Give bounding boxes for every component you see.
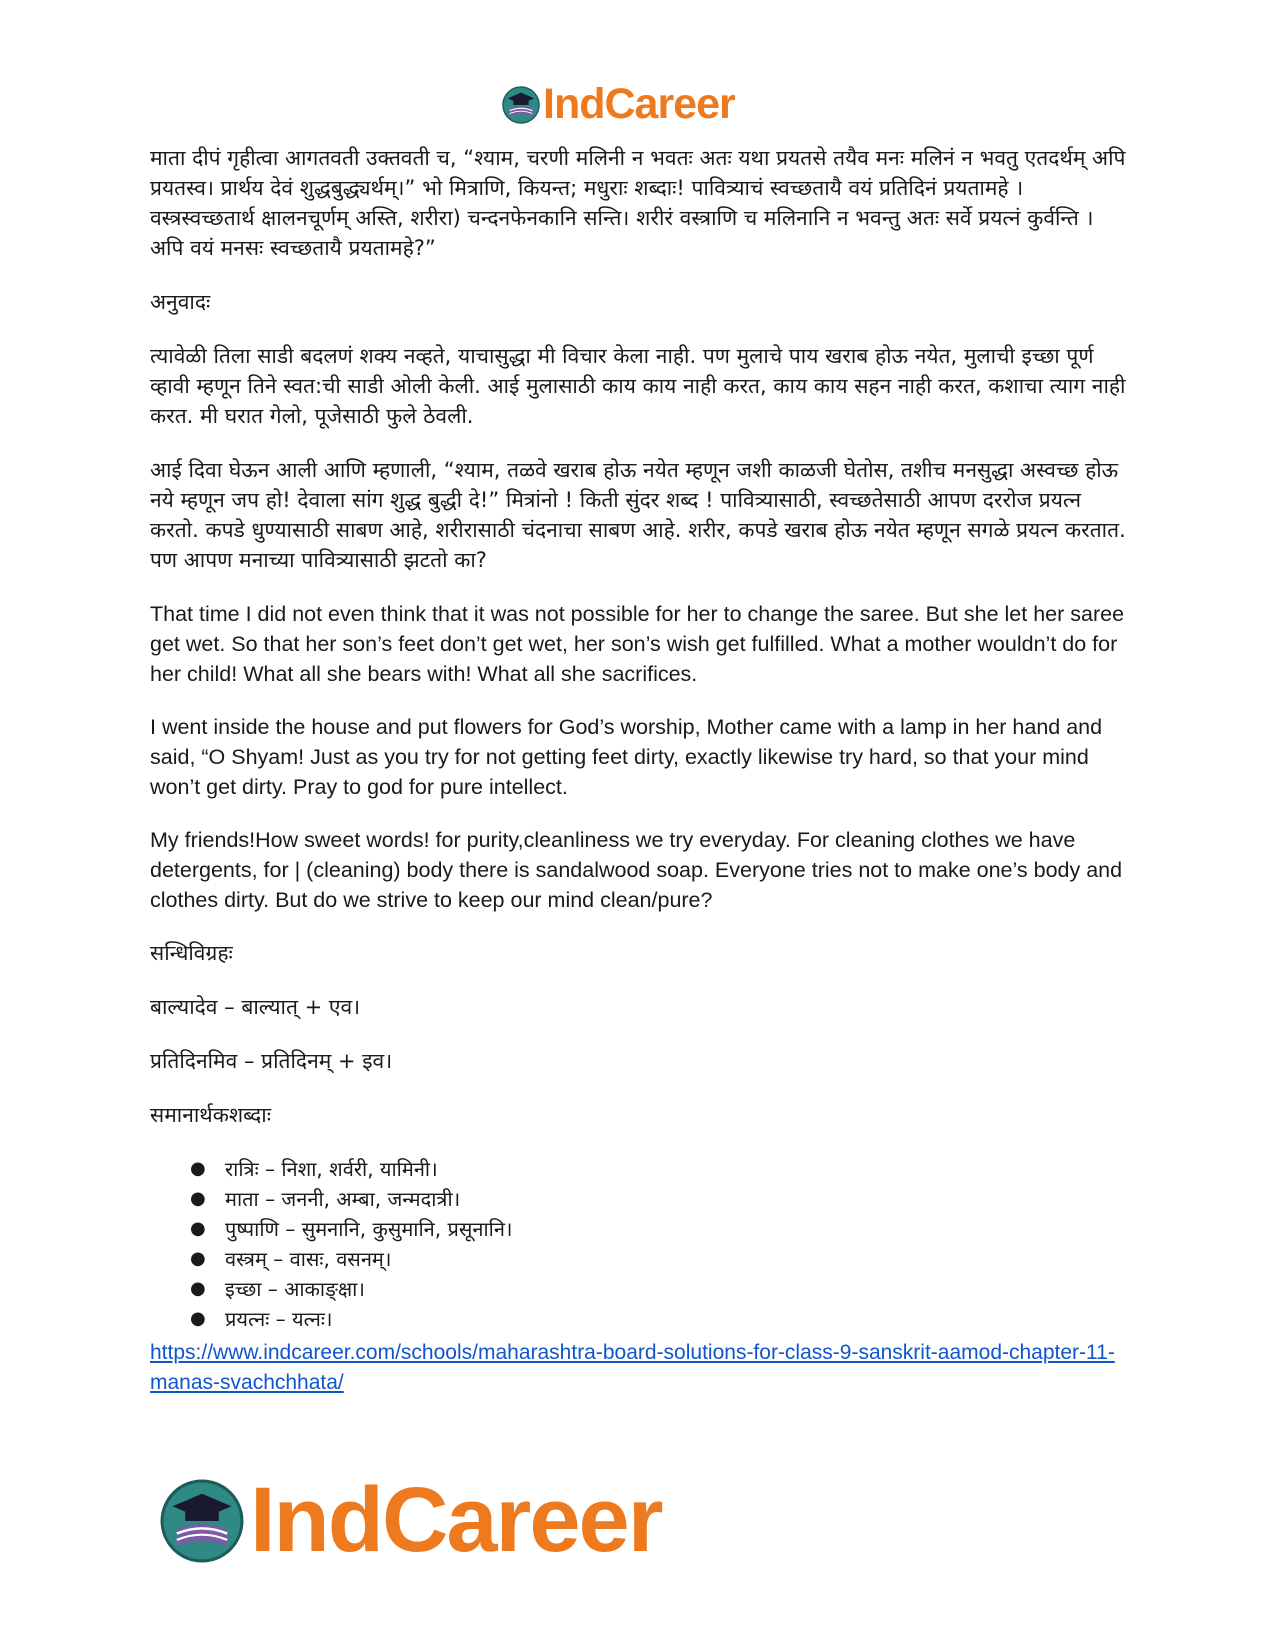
list-item [190,1274,1130,1304]
synonym-text: पुष्पाणि – सुमनानि, कुसुमानि, प्रसूनानि। [225,1217,513,1241]
sandhi-item: प्रतिदिनमिव – प्रतिदिनम् + इव। [150,1049,393,1073]
graduation-cap-book-globe-icon [160,1479,244,1563]
synonym-text: प्रयत्नः – यत्नः। [225,1307,333,1331]
english-translation-paragraph-3: My friends!How sweet words! for purity,cleanliness we try everyday. For cleaning clothes we have detergents, for | (cleaning) body there is sandalwood soap. Everyone tries not to make one’s body and clothes dirty. But do we strive to keep our mind clean/pure? [150,828,1123,912]
list-item [190,1304,1130,1334]
synonym-text: इच्छा – आकाङ्क्षा। [225,1277,365,1301]
graduation-cap-book-globe-icon [502,86,540,124]
marathi-translation-paragraph-2: आई दिवा घेऊन आली आणि म्हणाली, “श्याम, तळवे खराब होऊ नयेत म्हणून जशी काळजी घेतोस, तशीच मनसुद्धा अस्वच्छ होऊ नये म्हणून जप हो! देवाला सांग शुद्ध बुद्धी दे!” मित्रांनो ! किती सुंदर शब्द ! पावित्र्यासाठी, स्वच्छतेसाठी आपण दररोज प्रयत्न करतो. कपडे धुण्यासाठी साबण आहे, शरीरासाठी चंदनाचा साबण आहे. शरीर, कपडे खराब होऊ नयेत म्हणून सगळे प्रयत्न करतात. पण आपण मनाच्या पावित्र्यासाठी झटतो का? [150,458,1126,572]
page-content [150,143,1130,1398]
sandhi-item: बाल्यादेव – बाल्यात् + एव। [150,995,361,1019]
english-translation-paragraph-1: That time I did not even think that it was not possible for her to change the saree. But she let her saree get wet. So that her son’s feet don’t get wet, her son’s wish get fulfilled. What a mother wouldn’t do for her child! What all she bears with! What all she sacrifices. [150,602,1125,686]
synonym-text: वस्त्रम् – वासः, वसनम्। [225,1247,392,1271]
bullet-icon: ● [190,1188,206,1209]
synonym-text: माता – जननी, अम्बा, जन्मदात्री। [225,1187,461,1211]
translation-heading: अनुवादः [150,290,211,314]
bullet-icon: ● [190,1278,206,1299]
sanskrit-passage: माता दीपं गृहीत्वा आगतवती उक्तवती च, “श्याम, चरणी मलिनी न भवतः अतः यथा प्रयतसे तयैव मनः मलिनं न भवतु एतदर्थम् अपि प्रयतस्व। प्रार्थय देवं शुद्धबुद्ध्यर्थम्।” भो मित्राणि, कियन्त; मधुराः शब्दाः! पावित्र्याचं स्वच्छतायै वयं प्रतिदिनं प्रयतामहे । वस्त्रस्वच्छतार्थ क्षालनचूर्णम् अस्ति, शरीरा) चन्दनफेनकानि सन्ति। शरीरं वस्त्राणि च मलिनानि न भवन्तु अतः सर्वे प्रयत्नं कुर्वन्ति । अपि वयं मनसः स्वच्छतायै प्रयतामहे?” [150,146,1126,260]
brand-name: IndCareer [543,80,735,128]
header-logo [502,80,735,129]
list-item [190,1154,1130,1184]
sandhi-heading: सन्धिविग्रहः [150,941,233,965]
brand-name: IndCareer [250,1469,662,1571]
synonyms-list [150,1154,1130,1334]
list-item [190,1244,1130,1274]
source-link[interactable]: https://www.indcareer.com/schools/maharashtra-board-solutions-for-class-9-sanskrit-aamod-chapter-11-manas-svachchhata/ [150,1341,1115,1394]
bullet-icon: ● [190,1158,206,1179]
synonym-text: रात्रिः – निशा, शर्वरी, यामिनी। [225,1157,438,1181]
footer-logo [160,1468,662,1573]
synonyms-heading: समानार्थकशब्दाः [150,1103,271,1127]
bullet-icon: ● [190,1308,206,1329]
bullet-icon: ● [190,1218,206,1239]
bullet-icon: ● [190,1248,206,1269]
list-item [190,1214,1130,1244]
list-item [190,1184,1130,1214]
english-translation-paragraph-2: I went inside the house and put flowers for God’s worship, Mother came with a lamp in her hand and said, “O Shyam! Just as you try for not getting feet dirty, exactly likewise try hard, so that your mind won’t get dirty. Pray to god for pure intellect. [150,715,1103,799]
marathi-translation-paragraph-1: त्यावेळी तिला साडी बदलणं शक्य नव्हते, याचासुद्धा मी विचार केला नाही. पण मुलाचे पाय खराब होऊ नयेत, मुलाची इच्छा पूर्ण व्हावी म्हणून तिने स्वत:ची साडी ओली केली. आई मुलासाठी काय काय नाही करत, काय काय सहन नाही करत, कशाचा त्याग नाही करत. मी घरात गेलो, पूजेसाठी फुले ठेवली. [150,344,1126,428]
